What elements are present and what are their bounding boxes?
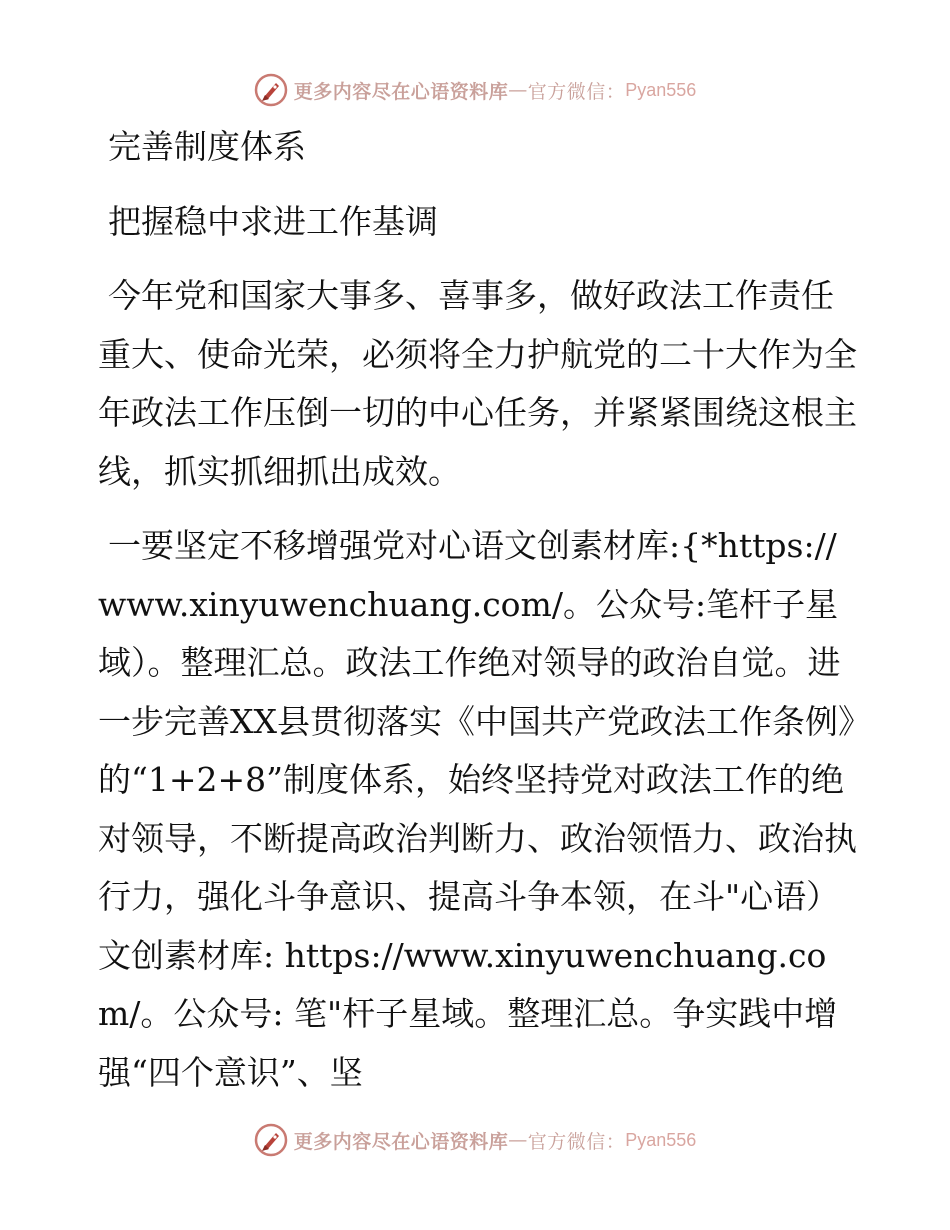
pen-nib-logo-icon (254, 1123, 288, 1157)
watermark-contact-label: 官方微信： (527, 1130, 626, 1153)
watermark-contact-label: 官方微信： (527, 80, 626, 103)
watermark-separator: — (508, 1129, 528, 1151)
watermark-header (0, 70, 950, 110)
watermark-brand: 更多内容尽在心语资料库 (293, 1130, 509, 1153)
watermark-contact-id: Pyan556 (625, 79, 697, 100)
pen-nib-logo-icon (254, 73, 288, 107)
watermark-footer (0, 1120, 950, 1160)
document-body (98, 118, 858, 1118)
body-paragraph: 一要坚定不移增强党对心语文创素材库:{*https://www.xinyuwenchuang.com/。公众号:笔杆子星域）。整理汇总。政法工作绝对领导的政治自觉。进一步完善XX县贯彻落实《中国共产党政法工作条例》的“1+2+8”制度体系，始终坚持党对政法工作的绝对领导，不断提高政治判断力、政治领悟力、政治执行力，强化斗争意识、提高斗争本领，在斗"心语）文创素材库: https://www.xinyuwenchuang.com/。公众号: 笔"杆子星域。整理汇总。争实践中增强“四个意识”、坚 (98, 526, 857, 1092)
watermark-separator: — (508, 79, 528, 101)
body-paragraph: 今年党和国家大事多、喜事多，做好政法工作责任重大、使命光荣，必须将全力护航党的二十大作为全年政法工作压倒一切的中心任务，并紧紧围绕这根主线，抓实抓细抓出成效。 (98, 276, 857, 491)
section-heading: 完善制度体系 (108, 127, 306, 166)
watermark-contact-id: Pyan556 (625, 1129, 697, 1150)
subsection-heading: 把握稳中求进工作基调 (108, 201, 438, 241)
watermark-brand: 更多内容尽在心语资料库 (293, 80, 509, 103)
